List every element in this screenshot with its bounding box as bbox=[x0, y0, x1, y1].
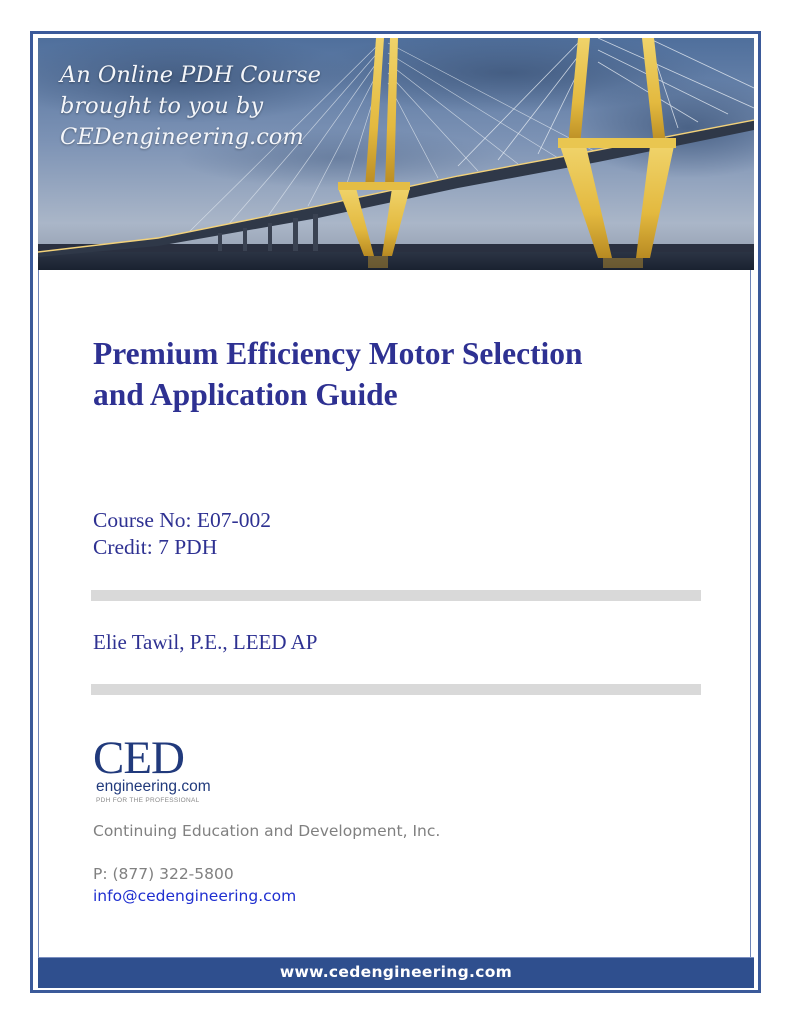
title-line-2: and Application Guide bbox=[93, 377, 398, 412]
document-title bbox=[93, 333, 583, 415]
banner-tagline bbox=[60, 60, 321, 153]
divider-top bbox=[91, 590, 701, 601]
banner-photo bbox=[38, 38, 754, 270]
course-number: Course No: E07-002 bbox=[93, 508, 271, 532]
ced-engineering-logo bbox=[93, 732, 253, 808]
title-line-1: Premium Efficiency Motor Selection bbox=[93, 336, 583, 371]
email-link[interactable]: info@cedengineering.com bbox=[93, 887, 297, 905]
banner-line-3: CEDengineering.com bbox=[60, 124, 304, 150]
phone-number: P: (877) 322-5800 bbox=[93, 865, 234, 883]
course-credit: Credit: 7 PDH bbox=[93, 535, 218, 559]
banner-line-1: An Online PDH Course bbox=[60, 62, 322, 88]
banner-line-2: brought to you by bbox=[60, 93, 264, 119]
company-name: Continuing Education and Development, Inc. bbox=[93, 822, 441, 840]
author-name: Elie Tawil, P.E., LEED AP bbox=[93, 630, 318, 654]
footer-bar bbox=[38, 957, 754, 988]
divider-bottom bbox=[91, 684, 701, 695]
logo-tagline: PDH FOR THE PROFESSIONAL bbox=[96, 797, 200, 804]
footer-website-link[interactable]: www.cedengineering.com bbox=[279, 963, 513, 981]
course-info bbox=[93, 507, 271, 561]
logo-mark: CED bbox=[93, 732, 184, 784]
logo-wordmark: engineering.com bbox=[96, 778, 211, 795]
